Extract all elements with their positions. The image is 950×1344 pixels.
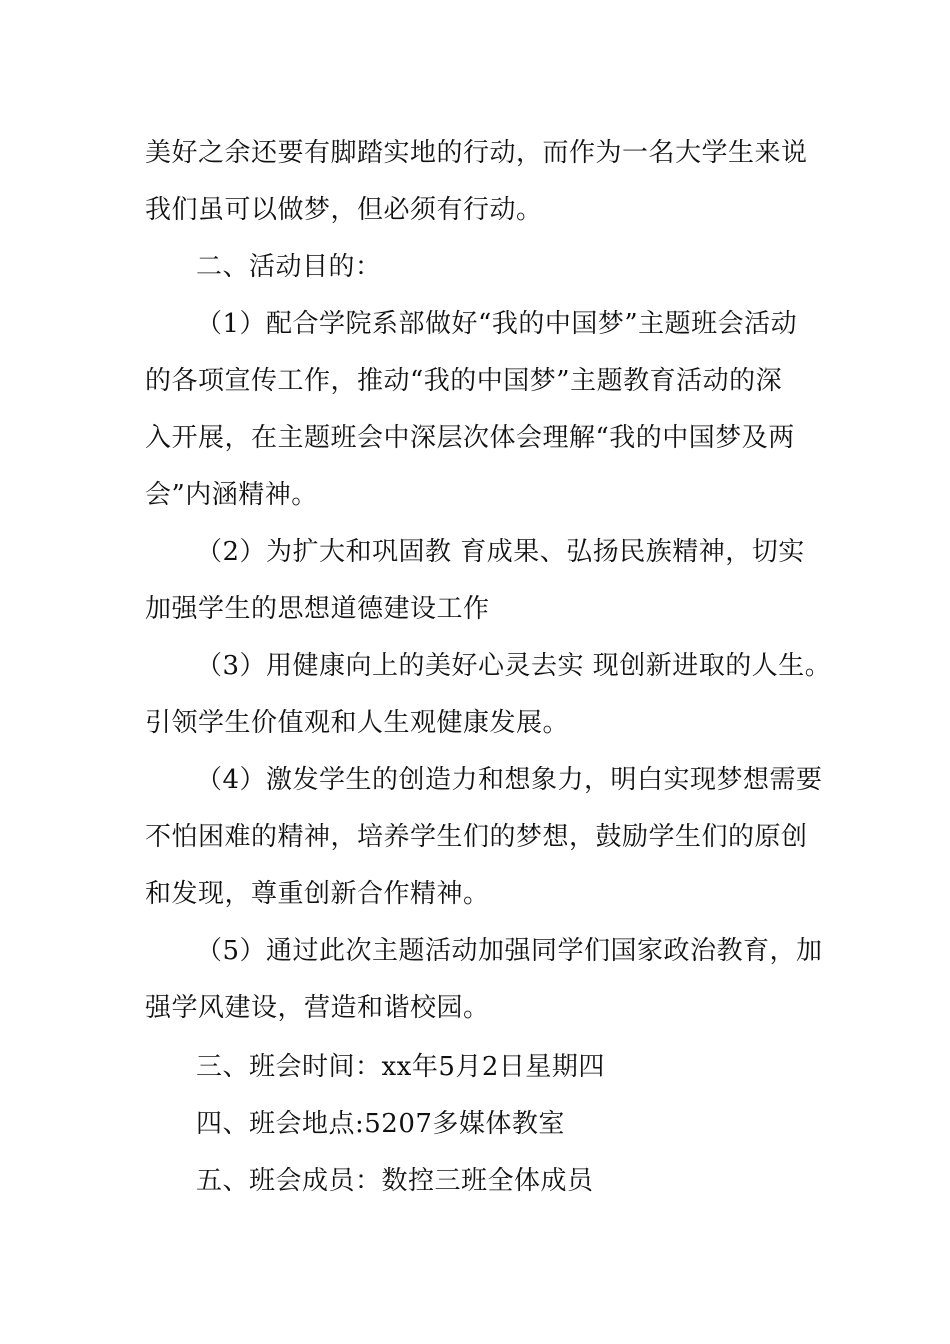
body-line: 加强学生的思想道德建设工作: [145, 594, 490, 624]
list-item-2: （2）为扩大和巩固教 育成果、弘扬民族精神，切实: [196, 537, 805, 567]
body-line: 不怕困难的精神，培养学生们的梦想，鼓励学生们的原创: [145, 822, 808, 852]
section-heading-purpose: 二、活动目的：: [196, 252, 382, 282]
list-item-5: （5）通过此次主题活动加强同学们国家政治教育，加: [196, 936, 823, 966]
body-line: 会”内涵精神。: [145, 480, 318, 510]
section-heading-members: 五、班会成员：数控三班全体成员: [196, 1166, 594, 1196]
section-heading-location: 四、班会地点:5207多媒体教室: [196, 1109, 565, 1139]
body-line: 入开展，在主题班会中深层次体会理解“我的中国梦及两: [145, 423, 795, 453]
section-heading-time: 三、班会时间：xx年5月2日星期四: [196, 1052, 605, 1082]
body-line: 强学风建设，营造和谐校园。: [145, 993, 490, 1023]
body-line: 和发现，尊重创新合作精神。: [145, 879, 490, 909]
list-item-3: （3）用健康向上的美好心灵去实 现创新进取的人生。: [196, 651, 832, 681]
body-line: 美好之余还要有脚踏实地的行动，而作为一名大学生来说: [145, 138, 808, 168]
body-line: 我们虽可以做梦，但必须有行动。: [145, 195, 543, 225]
list-item-4: （4）激发学生的创造力和想象力，明白实现梦想需要: [196, 765, 823, 795]
body-line: 引领学生价值观和人生观健康发展。: [145, 708, 570, 738]
list-item-1: （1）配合学院系部做好“我的中国梦”主题班会活动: [196, 309, 798, 339]
body-line: 的各项宣传工作，推动“我的中国梦”主题教育活动的深: [145, 366, 783, 396]
